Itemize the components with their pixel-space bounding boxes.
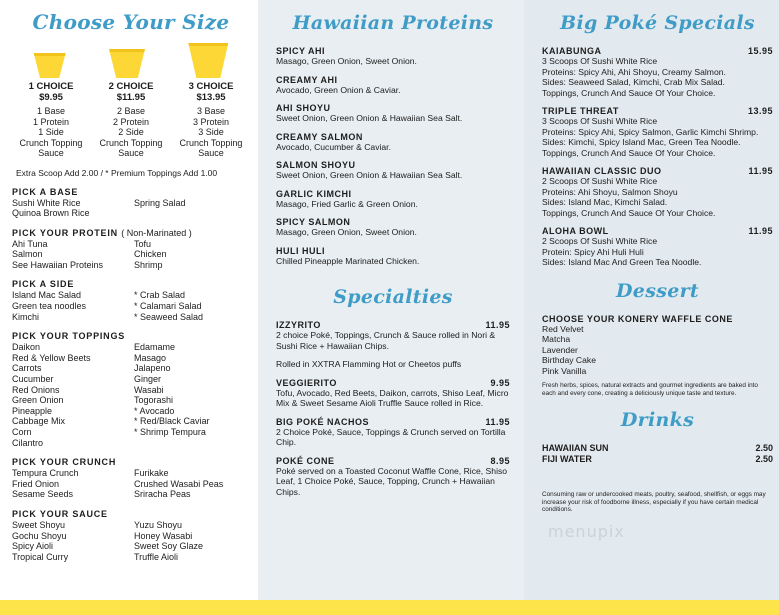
- protein-desc: Chilled Pineapple Marinated Chicken.: [276, 255, 420, 266]
- base-section: [12, 187, 250, 219]
- protein-entry: [276, 103, 510, 124]
- specialty-desc: Poké served on a Toasted Coconut Waffle Cone, Rice, Shiso Leaf, 1 Choice Poké, Sauce, Topping, Crunch + Hawaiian Chips.: [276, 465, 508, 497]
- protein-entry: [276, 246, 510, 267]
- side-item: Island Mac Salad: [12, 290, 82, 301]
- size-options: [12, 82, 250, 159]
- crunch-item: Tempura Crunch: [12, 468, 79, 479]
- size-sauce: Sauce: [118, 148, 144, 158]
- specialty-entry: [276, 320, 510, 370]
- special-price: 13.95: [747, 106, 773, 116]
- protein-name: SPICY SALMON: [276, 217, 351, 227]
- dessert-flavor: Birthday Cake: [542, 355, 596, 365]
- protein-name: CREAMY SALMON: [276, 131, 363, 142]
- crunch-item: Crushed Wasabi Peas: [134, 478, 224, 489]
- section-heading: PICK A BASE: [12, 186, 79, 197]
- drink-price: 2.50: [755, 454, 773, 464]
- size-side: 3 Side: [198, 127, 224, 137]
- sauce-item: Spicy Aioli: [12, 541, 54, 552]
- protein-item: Ahi Tuna: [12, 238, 48, 249]
- sauce-item: Sweet Soy Glaze: [134, 541, 204, 552]
- toppings-section: [12, 331, 250, 448]
- specialty-note: Rolled in XXTRA Flamming Hot or Cheetos puffs: [276, 359, 462, 369]
- section-heading: PICK YOUR CRUNCH: [12, 457, 117, 468]
- protein-desc: Sweet Onion, Green Onion & Hawaiian Sea Salt.: [276, 170, 463, 180]
- specialty-price: 9.95: [490, 377, 510, 388]
- size-base: 3 Base: [196, 106, 226, 116]
- special-desc: 2 Scoops Of Sushi White Rice Protein: Spicy Ahi Huli Huli Sides: Island Mac And Green Tea Noodle.: [542, 236, 702, 267]
- topping-item: Jalapeno: [134, 363, 171, 374]
- base-item: Quinoa Brown Rice: [12, 208, 90, 219]
- special-name: HAWAIIAN CLASSIC DUO: [542, 166, 662, 176]
- extra-note: Extra Scoop Add 2.00 / * Premium Toppings Add 1.00: [16, 167, 218, 178]
- topping-item: [134, 438, 250, 449]
- topping-item: Masago: [134, 352, 167, 363]
- size-protein: 2 Protein: [112, 116, 150, 127]
- size-option: [92, 82, 170, 159]
- protein-entry: [276, 189, 510, 210]
- topping-item: Red Onions: [12, 384, 60, 395]
- protein-name: GARLIC KIMCHI: [276, 188, 352, 199]
- protein-entry: [276, 75, 510, 96]
- section-heading: PICK YOUR TOPPINGS: [12, 331, 126, 342]
- special-desc: 2 Scoops Of Sushi White Rice Proteins: Ahi Shoyu, Salmon Shoyu Sides: Island Mac, Kimchi Salad. Toppings, Crunch And Sauce Of Your Choice.: [542, 176, 716, 218]
- proteins-list: [276, 46, 510, 266]
- topping-item: * Shrimp Tempura: [134, 427, 206, 437]
- section-subheading: ( Non-Marinated ): [121, 227, 192, 238]
- base-item: [134, 208, 250, 219]
- side-item: * Seaweed Salad: [134, 311, 204, 322]
- protein-desc: Masago, Fried Garlic & Green Onion.: [276, 198, 418, 209]
- bottom-yellow-bar: [0, 600, 779, 615]
- sauce-item: Gochu Shoyu: [12, 530, 67, 541]
- special-entry: [542, 106, 773, 158]
- side-section: [12, 279, 250, 322]
- topping-item: * Red/Black Caviar: [134, 416, 210, 427]
- size-side: 2 Side: [118, 127, 144, 137]
- topping-item: Cabbage Mix: [12, 416, 66, 427]
- sauce-item: Tropical Curry: [12, 551, 69, 562]
- side-item: * Calamari Salad: [134, 301, 202, 312]
- special-entry: [542, 226, 773, 268]
- dessert-name: CHOOSE YOUR KONERY WAFFLE CONE: [542, 313, 733, 324]
- sauce-item: Sweet Shoyu: [12, 519, 66, 530]
- crunch-item: Sriracha Peas: [134, 489, 191, 500]
- special-name: TRIPLE THREAT: [542, 106, 619, 116]
- specialties-list: [276, 320, 510, 497]
- special-desc: 3 Scoops Of Sushi White Rice Proteins: Spicy Ahi, Ahi Shoyu, Creamy Salmon. Sides: Seaweed Salad, Kimchi, Crab Mix Salad. Toppings, Crunch And Sauce Of Your Choice.: [542, 56, 726, 98]
- section-heading: PICK YOUR PROTEIN ( Non-Marinated ): [12, 227, 192, 238]
- specialty-name: IZZYRITO: [276, 320, 321, 330]
- specialty-price: 11.95: [485, 320, 510, 330]
- size-price: $13.95: [196, 91, 226, 103]
- protein-name: AHI SHOYU: [276, 103, 331, 113]
- side-item: Green tea noodles: [12, 301, 87, 312]
- protein-entry: [276, 132, 510, 153]
- drinks-title: Drinks: [620, 409, 695, 431]
- specialty-entry: [276, 417, 510, 448]
- protein-entry: [276, 217, 510, 238]
- protein-desc: Masago, Green Onion, Sweet Onion.: [276, 56, 417, 66]
- size-name: 2 CHOICE: [108, 81, 154, 92]
- size-topping: Crunch Topping: [99, 137, 163, 148]
- topping-item: Wasabi: [134, 384, 164, 395]
- special-entry: [542, 166, 773, 218]
- special-name: ALOHA BOWL: [542, 226, 609, 236]
- dessert-title: Dessert: [616, 279, 699, 302]
- specialty-price: 11.95: [485, 416, 510, 427]
- drink-entry: [542, 443, 773, 454]
- protein-item: See Hawaiian Proteins: [12, 259, 104, 270]
- specialty-price: 8.95: [490, 455, 510, 466]
- hawaiian-proteins-title: Hawaiian Proteins: [292, 12, 494, 34]
- food-warning: Consuming raw or undercooked meats, poultry, seafood, shellfish, or eggs may increase your risk of foodborne illness, especially if you have certain medical conditions.: [542, 491, 766, 513]
- size-price: $11.95: [116, 91, 146, 103]
- side-item: Kimchi: [12, 311, 40, 322]
- proteins-column: [258, 0, 524, 603]
- drinks-list: [542, 443, 773, 465]
- dessert-entry: [542, 314, 773, 398]
- protein-desc: Avocado, Green Onion & Caviar.: [276, 84, 401, 95]
- specialty-desc: Tofu, Avocado, Red Beets, Daikon, carrots, Shiso Leaf, Micro Mix & Sweet Sesame Aioli Truffle Sauce rolled in Rice.: [276, 387, 509, 408]
- special-name: KAIABUNGA: [542, 46, 602, 56]
- size-topping: Crunch Topping: [19, 137, 83, 148]
- sauce-item: Honey Wasabi: [134, 530, 193, 541]
- specialty-name: POKÉ CONE: [276, 455, 335, 466]
- topping-item: * Avocado: [134, 405, 175, 416]
- dessert-note: Fresh herbs, spices, natural extracts and gourmet ingredients are baked into each and every cone, creating a deliciously unique taste and texture.: [542, 382, 758, 397]
- section-heading: PICK YOUR SAUCE: [12, 508, 108, 519]
- size-column: [0, 0, 258, 603]
- size-sauce: Sauce: [198, 148, 224, 158]
- topping-item: Corn: [12, 427, 32, 437]
- protein-desc: Avocado, Cucumber & Caviar.: [276, 141, 391, 152]
- topping-item: Edamame: [134, 342, 176, 353]
- size-base: 2 Base: [116, 106, 146, 116]
- drink-name: HAWAIIAN SUN: [542, 443, 609, 453]
- specialty-entry: [276, 456, 510, 498]
- size-protein: 1 Protein: [32, 116, 70, 127]
- size-topping: Crunch Topping: [179, 137, 243, 148]
- protein-item: Tofu: [134, 238, 152, 249]
- protein-name: HULI HULI: [276, 245, 325, 256]
- specialties-title: Specialties: [333, 286, 453, 308]
- size-protein: 3 Protein: [192, 116, 230, 127]
- protein-entry: [276, 46, 510, 67]
- topping-item: Carrots: [12, 363, 42, 374]
- special-price: 11.95: [748, 166, 773, 176]
- size-base: 1 Base: [36, 106, 66, 116]
- sauce-item: Truffle Aioli: [134, 551, 179, 562]
- crunch-item: Sesame Seeds: [12, 489, 74, 500]
- topping-item: Togorashi: [134, 395, 174, 406]
- topping-item: Red & Yellow Beets: [12, 352, 91, 363]
- crunch-section: [12, 457, 250, 500]
- choose-size-title: Choose Your Size: [32, 10, 230, 34]
- dessert-flavor: Matcha: [542, 334, 571, 344]
- size-name: 1 CHOICE: [28, 81, 74, 92]
- crunch-item: Furikake: [134, 468, 169, 479]
- large-cup-icon: [188, 43, 228, 78]
- topping-item: Ginger: [134, 374, 162, 385]
- specialty-desc: 2 Choice Poké, Sauce, Toppings & Crunch served on Tortilla Chip.: [276, 426, 506, 447]
- specialty-entry: [276, 378, 510, 409]
- protein-entry: [276, 160, 510, 181]
- cup-icons: [12, 42, 250, 78]
- medium-cup-icon: [109, 49, 145, 78]
- protein-item: Chicken: [134, 249, 167, 260]
- protein-item: Salmon: [12, 249, 43, 260]
- dessert-flavor: Lavender: [542, 344, 578, 355]
- special-desc: 3 Scoops Of Sushi White Rice Proteins: Spicy Ahi, Spicy Salmon, Garlic Kimchi Shrimp. Sides: Kimchi, Spicy Island Mac, Green Tea Noodle. Toppings, Crunch And Sauce Of Your Choice.: [542, 116, 759, 158]
- topping-item: Green Onion: [12, 395, 64, 406]
- specials-list: [542, 46, 773, 268]
- drink-entry: [542, 454, 773, 465]
- protein-item: Shrimp: [134, 259, 163, 270]
- size-sauce: Sauce: [38, 148, 64, 158]
- protein-name: CREAMY AHI: [276, 74, 338, 85]
- size-option: [12, 82, 90, 159]
- small-cup-icon: [34, 53, 66, 78]
- sauce-section: [12, 509, 250, 562]
- topping-item: Pineapple: [12, 405, 53, 416]
- size-option: [172, 82, 250, 159]
- special-entry: [542, 46, 773, 98]
- protein-desc: Masago, Green Onion, Sweet Onion.: [276, 227, 417, 237]
- special-price: 15.95: [747, 46, 773, 56]
- specials-column: [524, 0, 779, 603]
- size-name: 3 CHOICE: [188, 81, 234, 92]
- protein-name: SALMON SHOYU: [276, 160, 356, 170]
- sauce-item: Yuzu Shoyu: [134, 519, 183, 530]
- drink-name: FIJI WATER: [542, 454, 592, 464]
- topping-item: Cucumber: [12, 374, 54, 385]
- menupix-watermark: menupix: [548, 522, 625, 541]
- side-item: * Crab Salad: [134, 290, 186, 301]
- special-price: 11.95: [748, 226, 773, 236]
- topping-item: Daikon: [12, 342, 41, 353]
- specialty-name: VEGGIERITO: [276, 377, 337, 388]
- base-item: Sushi White Rice: [12, 197, 81, 208]
- crunch-item: Fried Onion: [12, 478, 60, 489]
- section-heading: PICK A SIDE: [12, 279, 75, 290]
- protein-name: SPICY AHI: [276, 46, 326, 56]
- drink-price: 2.50: [755, 443, 773, 453]
- specialty-name: BIG POKÉ NACHOS: [276, 416, 370, 427]
- dessert-flavor: Pink Vanilla: [542, 365, 587, 376]
- size-side: 1 Side: [38, 127, 64, 137]
- topping-item: Cilantro: [12, 437, 44, 448]
- protein-desc: Sweet Onion, Green Onion & Hawaiian Sea Salt.: [276, 113, 463, 123]
- size-price: $9.95: [39, 91, 63, 103]
- big-poke-specials-title: Big Poké Specials: [560, 12, 755, 34]
- protein-section: [12, 228, 250, 271]
- dessert-flavor: Red Velvet: [542, 323, 584, 334]
- specialty-desc: 2 choice Poké, Toppings, Crunch & Sauce rolled in Nori & Sushi Rice + Hawaiian Chips.: [276, 330, 496, 351]
- base-item: Spring Salad: [134, 197, 186, 208]
